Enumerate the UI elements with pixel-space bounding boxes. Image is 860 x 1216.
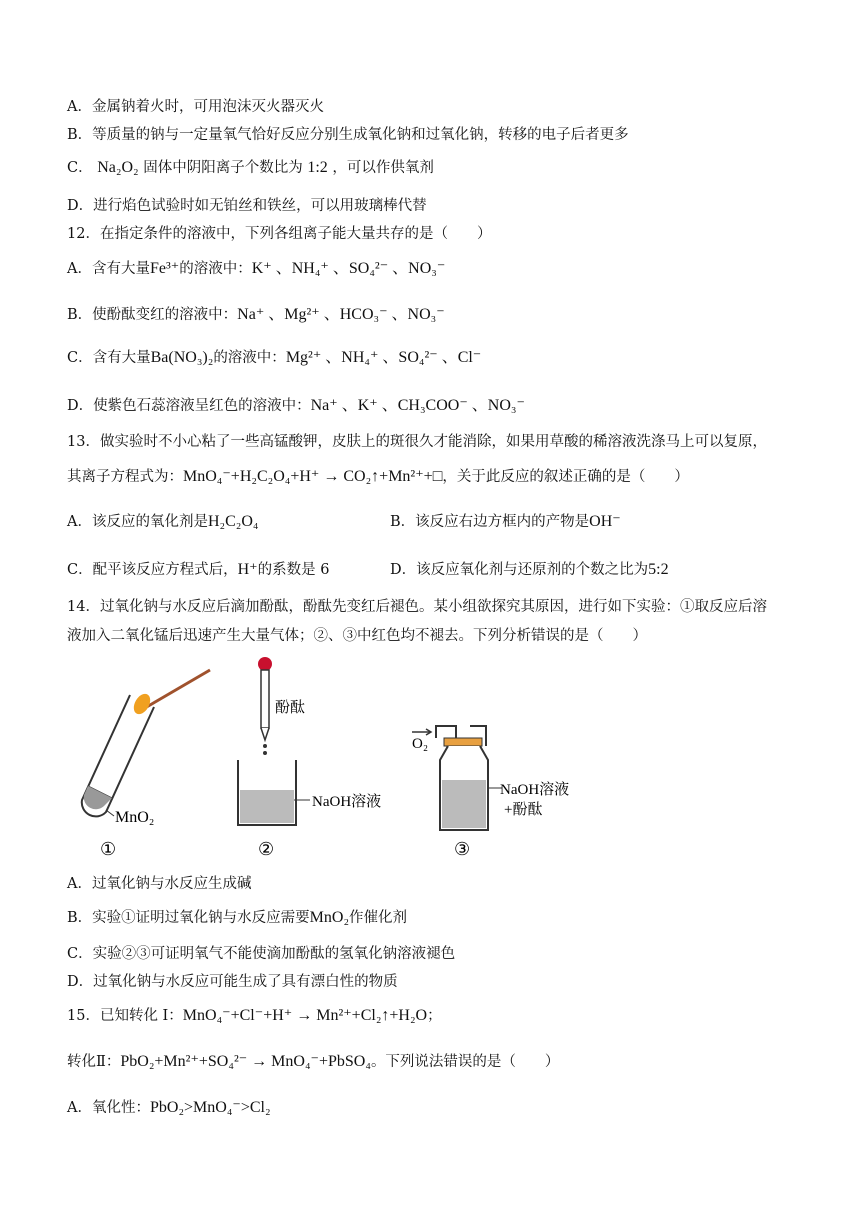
label-phenolphthalein: 酚酞 xyxy=(275,700,306,716)
q11-option-d: D．进行焰色试验时如无铂丝和铁丝，可以用玻璃棒代替 xyxy=(67,198,427,214)
q11-c-ratio: 1:2 xyxy=(307,159,328,176)
q12-b-prefix: B．使酚酞变红的溶液中： xyxy=(67,307,238,323)
q13-a-prefix: A．该反应的氧化剂是 xyxy=(67,514,208,530)
q15-stem-prefix: 15．已知转化 I： xyxy=(67,1008,183,1024)
q11-option-b: B．等质量的钠与一定量氧气恰好反应分别生成氧化钠和过氧化钠，转移的电子后者更多 xyxy=(67,127,629,143)
q13-stem-suffix: ，关于此反应的叙述正确的是（ ） xyxy=(442,469,689,485)
q14-option-d: D．过氧化钠与水反应可能生成了具有漂白性的物质 xyxy=(67,974,398,990)
q12-b-ions: Na⁺ 、Mg²⁺ 、HCO₃⁻ 、NO₃⁻ xyxy=(237,306,445,323)
q13-option-d xyxy=(390,560,669,580)
label-mno2: MnO₂ xyxy=(115,809,155,826)
q13-d-prefix: D．该反应氧化剂与还原剂的个数之比为 xyxy=(390,562,649,578)
q15-line2-suffix: 。下列说法错误的是（ ） xyxy=(370,1054,560,1070)
label-num1: ① xyxy=(100,839,117,859)
q12-a-mid: 的溶液中： xyxy=(179,261,252,277)
q14-b-post: 作催化剂 xyxy=(349,910,408,926)
test-tube-setup xyxy=(82,670,210,859)
q14-option-a: A．过氧化钠与水反应生成碱 xyxy=(67,876,252,892)
q14-option-c: C．实验②③可证明氧气不能使滴加酚酞的氢氧化钠溶液褪色 xyxy=(67,946,456,962)
q11-option-a: A．金属钠着火时，可用泡沫灭火器灭火 xyxy=(67,99,324,115)
q15-stem-line1 xyxy=(67,1006,442,1026)
q11-c-mid: 固体中阴阳离子个数比为 xyxy=(143,160,303,176)
q15-a-formula: PbO₂>MnO₄⁻>Cl₂ xyxy=(149,1099,271,1116)
q12-option-c xyxy=(67,348,481,368)
q13-c-post: 的系数是 6 xyxy=(257,562,330,578)
q14-stem-line2: 液加入二氧化锰后迅速产生大量气体；②、③中红色均不褪去。下列分析错误的是（ ） xyxy=(67,628,647,644)
q12-c-ions: Mg²⁺ 、NH₄⁺ 、SO₄²⁻ 、Cl⁻ xyxy=(285,349,482,366)
stopper-icon xyxy=(444,738,482,746)
q12-d-ions: Na⁺ 、K⁺ 、CH₃COO⁻ 、NO₃⁻ xyxy=(310,397,525,414)
q15-option-a xyxy=(67,1098,271,1118)
q15-a-prefix: A．氧化性： xyxy=(67,1100,150,1116)
q14-stem-line1: 14．过氧化钠与水反应后滴加酚酞，酚酞先变红后褪色。某小组欲探究其原因，进行如下实验：①取反应后溶 xyxy=(67,599,767,615)
q15-line2-prefix: 转化Ⅱ： xyxy=(67,1054,121,1070)
q13-stem-prefix: 其离子方程式为： xyxy=(67,469,183,485)
q14-experiment-figure xyxy=(60,650,620,870)
label-naoh: NaOH溶液 xyxy=(312,794,382,810)
q15-equation-1: MnO₄⁻+Cl⁻+H⁺ → Mn²⁺+Cl₂↑+H₂O xyxy=(182,1007,428,1024)
q12-a-condition: Fe³⁺ xyxy=(149,260,180,277)
q12-option-a xyxy=(67,259,445,279)
q14-b-formula: MnO₂ xyxy=(309,909,350,926)
q13-b-formula: OH⁻ xyxy=(589,513,621,530)
q12-option-d xyxy=(67,396,525,416)
beaker-setup xyxy=(238,657,381,859)
dropper-tube xyxy=(261,670,269,728)
q13-a-formula: H₂C₂O₄ xyxy=(207,513,259,530)
q13-c-prefix: C．配平该反应方程式后， xyxy=(67,562,238,578)
q13-equation: MnO₄⁻+H₂C₂O₄+H⁺ → CO₂↑+Mn²⁺+□ xyxy=(183,468,443,485)
label-o2: O₂ xyxy=(412,736,429,752)
q11-c-post: ，可以作供氧剂 xyxy=(332,160,434,176)
q15-equation-2: PbO₂+Mn²⁺+SO₄²⁻ → MnO₄⁻+PbSO₄ xyxy=(120,1053,371,1070)
q13-option-c xyxy=(67,560,329,580)
q13-option-a xyxy=(67,512,259,532)
dropper-bulb-icon xyxy=(258,657,272,671)
label-phenol-added: +酚酞 xyxy=(504,802,543,818)
q12-c-condition: Ba(NO₃)₂ xyxy=(150,349,214,366)
q12-d-prefix: D．使紫色石蕊溶液呈红色的溶液中： xyxy=(67,398,311,414)
q12-c-prefix: C．含有大量 xyxy=(67,350,151,366)
label-num2: ② xyxy=(258,839,275,859)
label-naoh-solution: NaOH溶液 xyxy=(500,782,570,798)
q12-c-mid: 的溶液中： xyxy=(213,350,286,366)
q14-option-b xyxy=(67,908,407,928)
q11-c-prefix: C． xyxy=(67,160,93,176)
label-num3: ③ xyxy=(454,839,471,859)
q13-c-formula: H⁺ xyxy=(237,561,258,578)
q11-option-c xyxy=(67,158,434,178)
q12-a-prefix: A．含有大量 xyxy=(67,261,150,277)
q15-eq1-suffix: ； xyxy=(427,1008,442,1024)
gas-bottle-setup xyxy=(412,726,569,859)
q12-a-ions: K⁺ 、NH₄⁺ 、SO₄²⁻ 、NO₃⁻ xyxy=(251,260,446,277)
q13-stem-line2 xyxy=(67,467,689,487)
q14-b-prefix: B．实验①证明过氧化钠与水反应需要 xyxy=(67,910,310,926)
q13-b-prefix: B．该反应右边方框内的产物是 xyxy=(390,514,590,530)
q12-stem: 12．在指定条件的溶液中，下列各组离子能大量共存的是（ ） xyxy=(67,226,492,242)
q13-stem-line1: 13．做实验时不小心粘了一些高锰酸钾，皮肤上的斑很久才能消除，如果用草酸的稀溶液洗涤马上可以复原， xyxy=(67,434,767,450)
q13-d-ratio: 5:2 xyxy=(648,561,669,578)
q12-option-b xyxy=(67,305,445,325)
q13-option-b xyxy=(390,512,621,532)
q11-c-formula: Na₂O₂ xyxy=(97,159,139,176)
q15-stem-line2 xyxy=(67,1052,559,1072)
